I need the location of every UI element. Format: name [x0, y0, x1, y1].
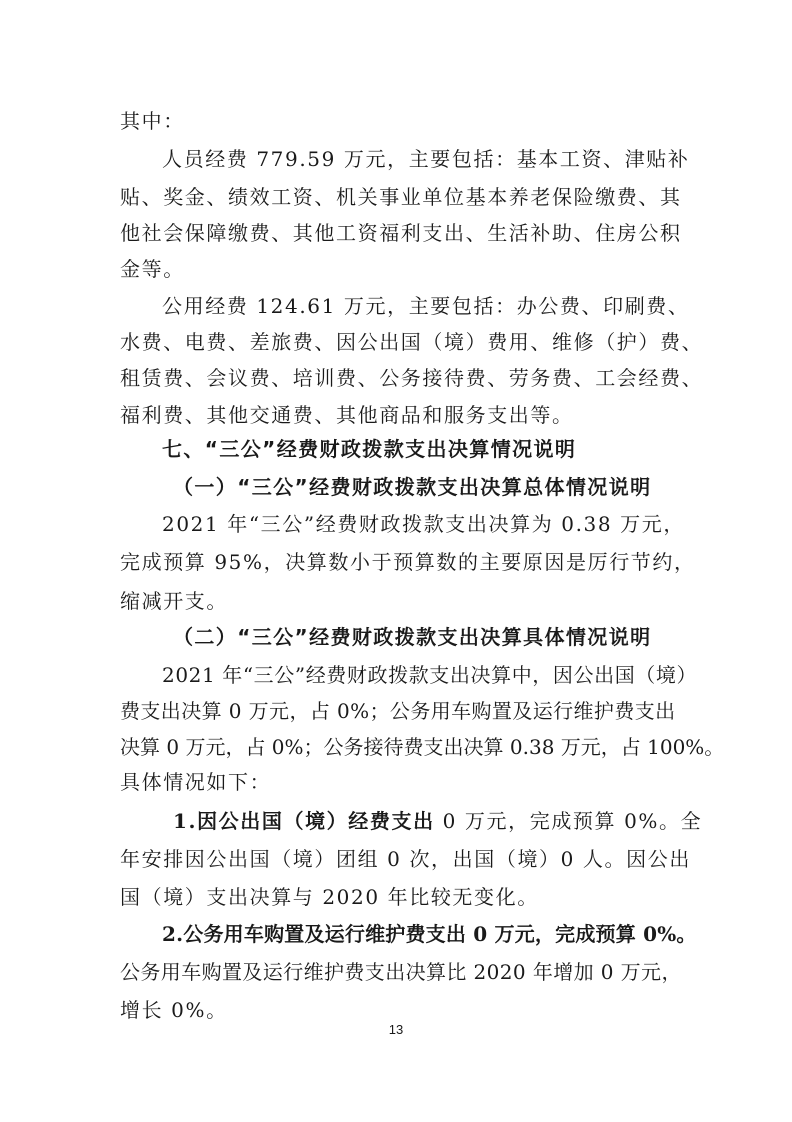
section-heading: 七、“三公”经费财政拨款支出决算情况说明: [162, 437, 577, 461]
text-line: 他社会保障缴费、其他工资福利支出、生活补助、住房公积: [120, 221, 682, 245]
text-line: 具体情况如下：: [120, 770, 272, 794]
text-line: 公用经费 124.61 万元，主要包括：办公费、印刷费、: [162, 294, 690, 318]
text-line: 金等。: [120, 257, 185, 281]
item-line: [173, 808, 702, 834]
text-line: 水费、电费、差旅费、因公出国（境）费用、维修（护）费、: [120, 330, 704, 354]
text-line: 福利费、其他交通费、其他商品和服务支出等。: [120, 403, 574, 427]
text-line: 年安排因公出国（境）团组 0 次，出国（境）0 人。因公出: [120, 847, 691, 871]
text-line: 租赁费、会议费、培训费、公务接待费、劳务费、工会经费、: [120, 366, 704, 390]
text-line: 人员经费 779.59 万元，主要包括：基本工资、津贴补: [162, 147, 690, 171]
text-line: 缩减开支。: [120, 589, 228, 613]
text-line: 2021 年“三公”经费财政拨款支出决算为 0.38 万元，: [162, 512, 685, 536]
text-line: 增长 0%。: [120, 998, 228, 1022]
text-line: 决算 0 万元，占 0%；公务接待费支出决算 0.38 万元，占 100%。: [120, 735, 725, 759]
item-heading: 2.公务用车购置及运行维护费支出 0 万元，完成预算 0%。: [162, 922, 697, 946]
page-number: 13: [388, 1022, 404, 1037]
subsection-heading: （二）“三公”经费财政拨款支出决算具体情况说明: [173, 625, 652, 649]
text-line: 费支出决算 0 万元，占 0%；公务用车购置及运行维护费支出: [120, 699, 676, 723]
text-line: 国（境）支出决算与 2020 年比较无变化。: [120, 885, 539, 909]
item-title: 1.因公出国（境）经费支出: [173, 809, 435, 833]
subsection-heading: （一）“三公”经费财政拨款支出决算总体情况说明: [173, 475, 652, 499]
text-line: 贴、奖金、绩效工资、机关事业单位基本养老保险缴费、其: [120, 185, 682, 209]
text-line: 完成预算 95%，决算数小于预算数的主要原因是厉行节约，: [120, 550, 696, 574]
item-text: 0 万元，完成预算 0%。全: [434, 809, 703, 833]
text-line: 其中：: [120, 109, 185, 133]
text-line: 公务用车购置及运行维护费支出决算比 2020 年增加 0 万元，: [120, 960, 682, 984]
text-line: 2021 年“三公”经费财政拨款支出决算中，因公出国（境）: [162, 663, 698, 687]
